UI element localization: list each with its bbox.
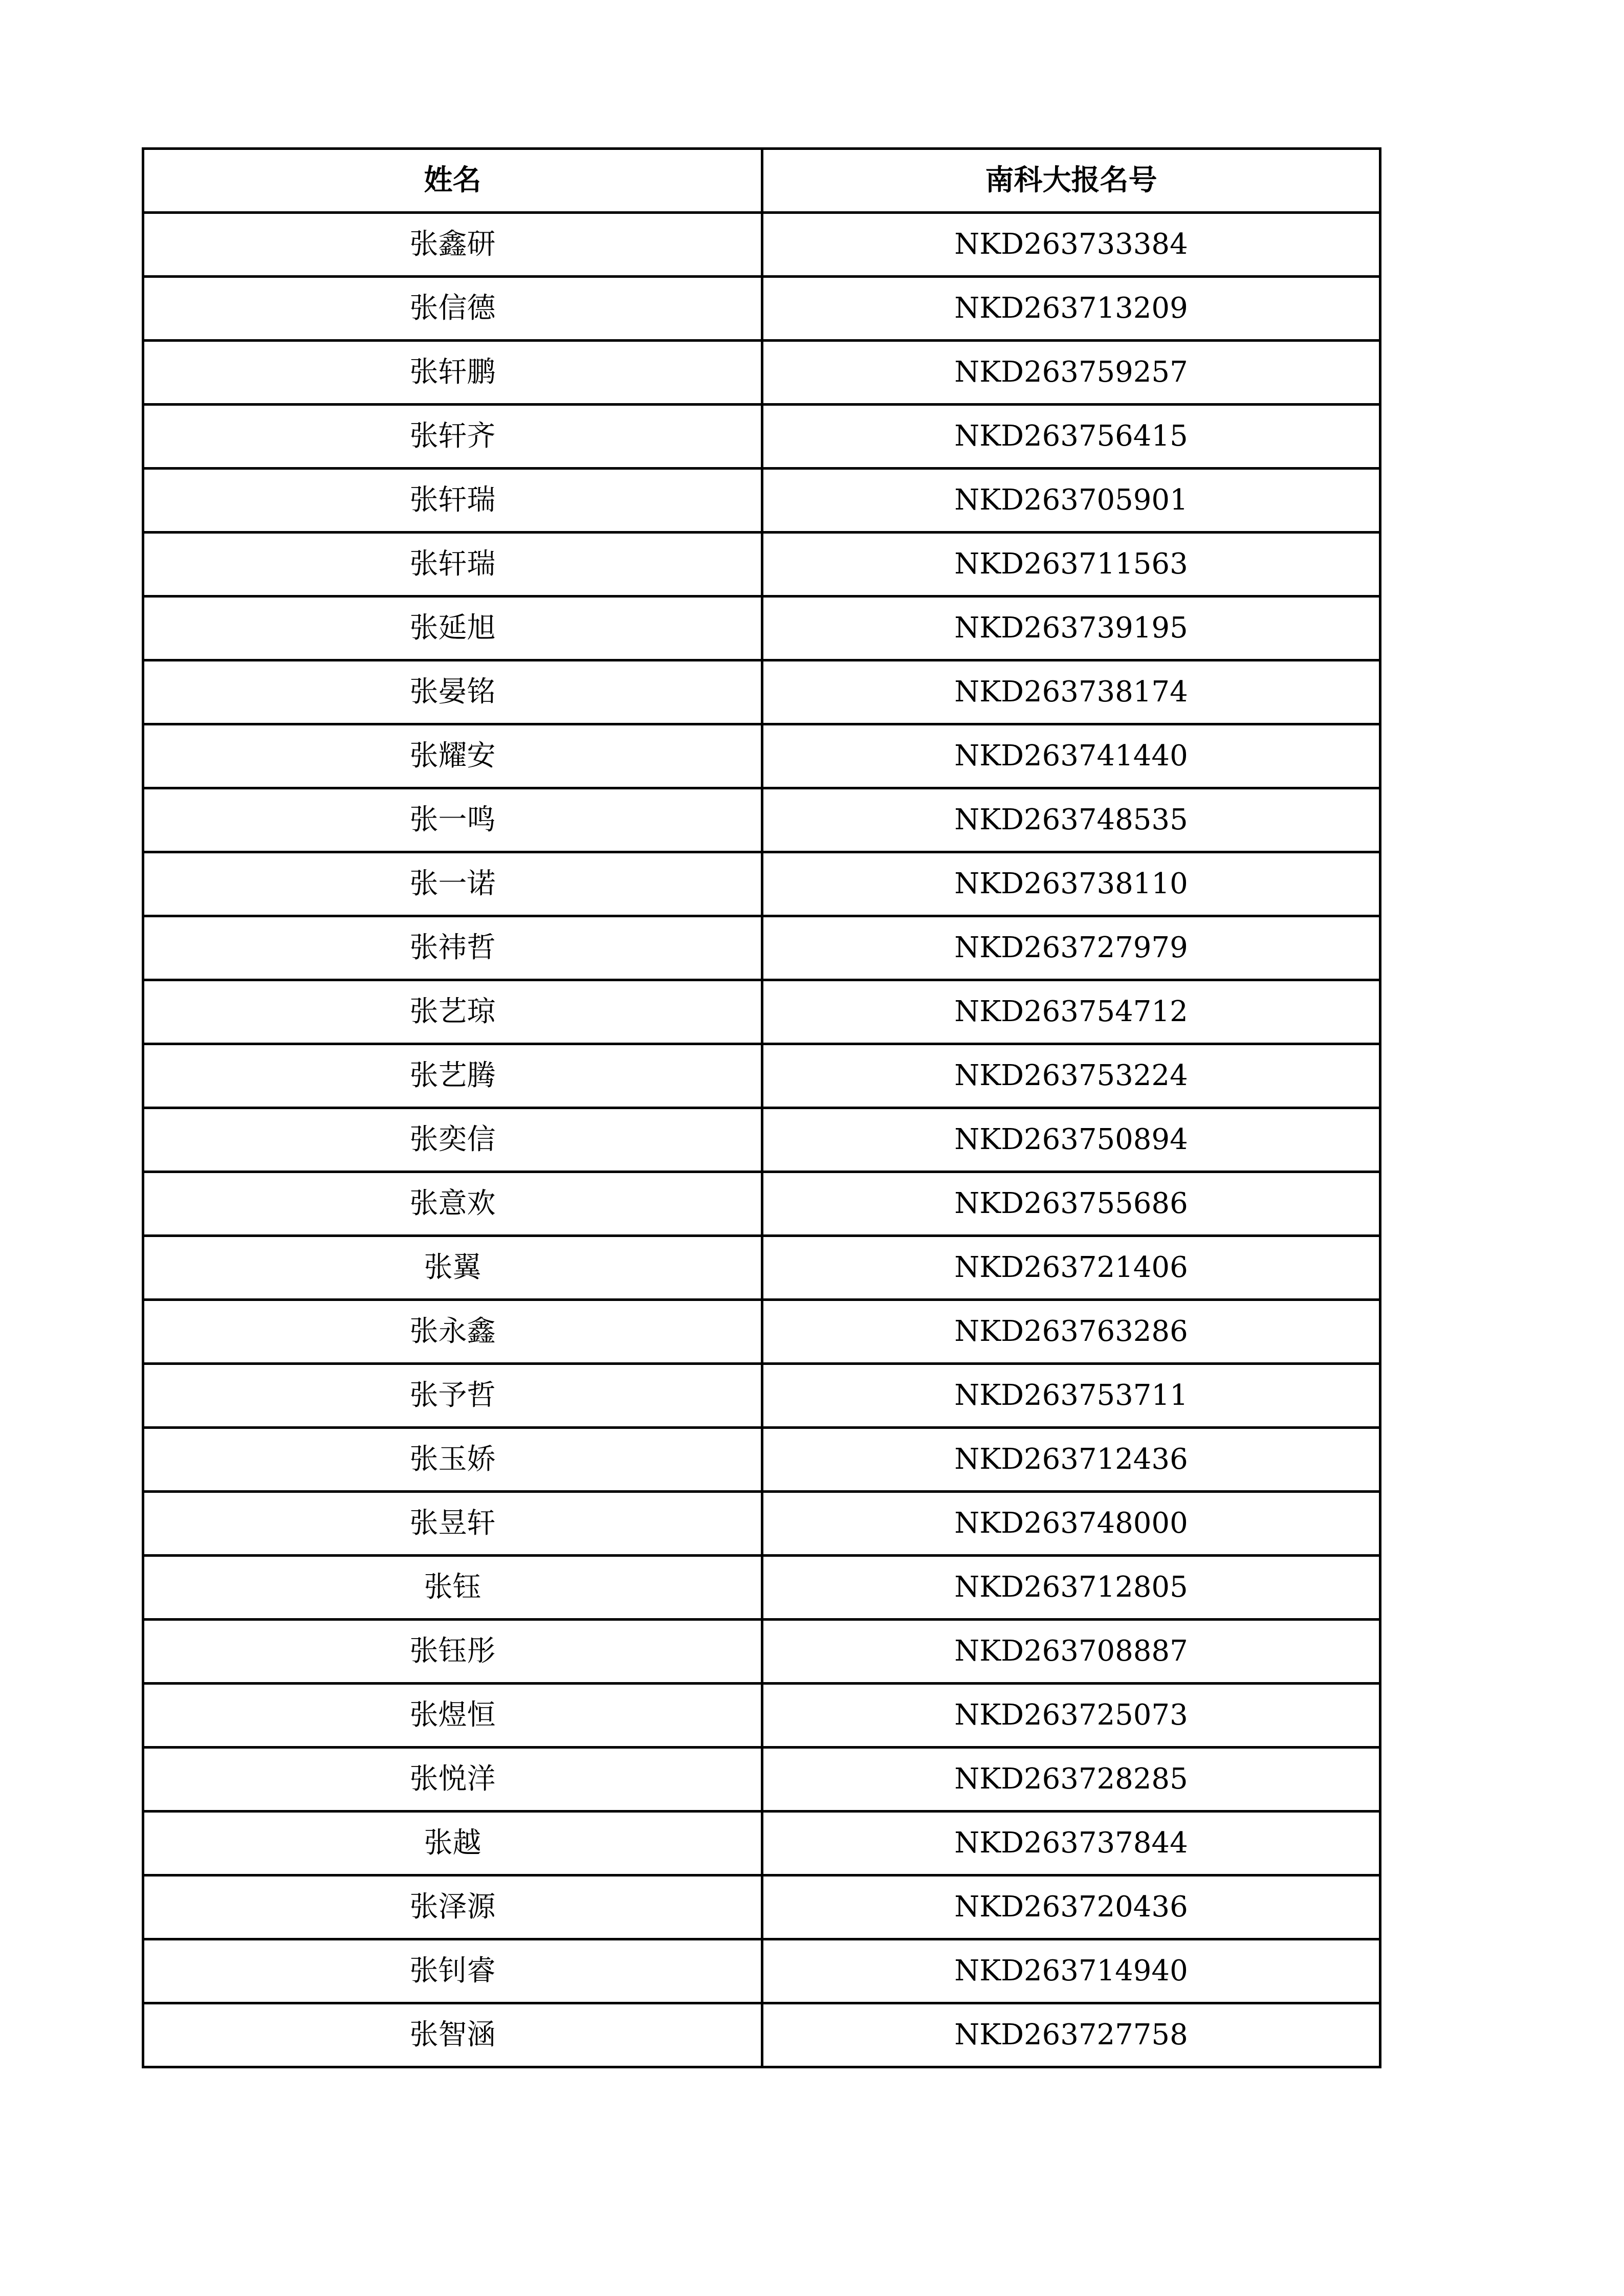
name-cell: 张轩鹏 bbox=[143, 341, 762, 405]
name-cell: 张一诺 bbox=[143, 852, 762, 916]
name-cell: 张艺腾 bbox=[143, 1044, 762, 1108]
registration-number-cell: NKD263727758 bbox=[762, 2003, 1380, 2067]
registration-number-cell: NKD263705901 bbox=[762, 469, 1380, 533]
table-row bbox=[143, 1428, 1380, 1492]
registration-number-cell: NKD263727979 bbox=[762, 916, 1380, 980]
name-cell: 张晏铭 bbox=[143, 660, 762, 724]
table-row bbox=[143, 916, 1380, 980]
table-row bbox=[143, 1108, 1380, 1172]
table-row bbox=[143, 277, 1380, 341]
table-row bbox=[143, 469, 1380, 533]
name-cell: 张悦洋 bbox=[143, 1748, 762, 1812]
name-cell: 张一鸣 bbox=[143, 788, 762, 852]
name-cell: 张轩瑞 bbox=[143, 533, 762, 597]
table-row bbox=[143, 1939, 1380, 2003]
registration-number-cell: NKD263712436 bbox=[762, 1428, 1380, 1492]
table-row bbox=[143, 1620, 1380, 1684]
table-row bbox=[143, 213, 1380, 277]
registration-number-cell: NKD263739195 bbox=[762, 597, 1380, 660]
name-cell: 张玉娇 bbox=[143, 1428, 762, 1492]
registration-number-cell: NKD263725073 bbox=[762, 1684, 1380, 1748]
table-row bbox=[143, 597, 1380, 660]
table-row bbox=[143, 405, 1380, 469]
header-row bbox=[143, 149, 1380, 213]
table-row bbox=[143, 1300, 1380, 1364]
registration-number-cell: NKD263720436 bbox=[762, 1875, 1380, 1939]
registration-number-cell: NKD263759257 bbox=[762, 341, 1380, 405]
table-row bbox=[143, 788, 1380, 852]
registration-number-cell: NKD263721406 bbox=[762, 1236, 1380, 1300]
registration-number-cell: NKD263708887 bbox=[762, 1620, 1380, 1684]
name-cell: 张信德 bbox=[143, 277, 762, 341]
name-cell: 张耀安 bbox=[143, 724, 762, 788]
name-cell: 张永鑫 bbox=[143, 1300, 762, 1364]
registration-number-cell: NKD263738110 bbox=[762, 852, 1380, 916]
table-row bbox=[143, 1684, 1380, 1748]
registration-number-cell: NKD263741440 bbox=[762, 724, 1380, 788]
name-cell: 张煜恒 bbox=[143, 1684, 762, 1748]
registration-number-cell: NKD263755686 bbox=[762, 1172, 1380, 1236]
name-cell: 张翼 bbox=[143, 1236, 762, 1300]
table-row bbox=[143, 1875, 1380, 1939]
registration-number-cell: NKD263753224 bbox=[762, 1044, 1380, 1108]
name-cell: 张智涵 bbox=[143, 2003, 762, 2067]
name-cell: 张延旭 bbox=[143, 597, 762, 660]
column-header-registration-number: 南科大报名号 bbox=[762, 149, 1380, 213]
table-row bbox=[143, 724, 1380, 788]
registration-number-cell: NKD263754712 bbox=[762, 980, 1380, 1044]
registration-number-cell: NKD263756415 bbox=[762, 405, 1380, 469]
registration-number-cell: NKD263713209 bbox=[762, 277, 1380, 341]
table-row bbox=[143, 1364, 1380, 1428]
name-cell: 张昱轩 bbox=[143, 1492, 762, 1556]
registration-number-cell: NKD263763286 bbox=[762, 1300, 1380, 1364]
name-cell: 张艺琼 bbox=[143, 980, 762, 1044]
table-row bbox=[143, 1492, 1380, 1556]
name-cell: 张钰彤 bbox=[143, 1620, 762, 1684]
name-cell: 张意欢 bbox=[143, 1172, 762, 1236]
registration-number-cell: NKD263748000 bbox=[762, 1492, 1380, 1556]
table-row bbox=[143, 1044, 1380, 1108]
registration-number-cell: NKD263738174 bbox=[762, 660, 1380, 724]
registration-number-cell: NKD263733384 bbox=[762, 213, 1380, 277]
table-row bbox=[143, 1172, 1380, 1236]
name-cell: 张钰 bbox=[143, 1556, 762, 1620]
name-cell: 张奕信 bbox=[143, 1108, 762, 1172]
table-row bbox=[143, 1748, 1380, 1812]
name-cell: 张鑫研 bbox=[143, 213, 762, 277]
registration-number-cell: NKD263753711 bbox=[762, 1364, 1380, 1428]
name-cell: 张轩瑞 bbox=[143, 469, 762, 533]
name-cell: 张祎哲 bbox=[143, 916, 762, 980]
table-header bbox=[143, 149, 1380, 213]
table-row bbox=[143, 1812, 1380, 1875]
table-row bbox=[143, 980, 1380, 1044]
registration-number-cell: NKD263714940 bbox=[762, 1939, 1380, 2003]
table-row bbox=[143, 1556, 1380, 1620]
registration-number-cell: NKD263748535 bbox=[762, 788, 1380, 852]
table-row bbox=[143, 852, 1380, 916]
column-header-name: 姓名 bbox=[143, 149, 762, 213]
table-body bbox=[143, 213, 1380, 2067]
registration-number-cell: NKD263750894 bbox=[762, 1108, 1380, 1172]
registration-table bbox=[142, 147, 1381, 2068]
name-cell: 张轩齐 bbox=[143, 405, 762, 469]
registration-number-cell: NKD263711563 bbox=[762, 533, 1380, 597]
name-cell: 张钊睿 bbox=[143, 1939, 762, 2003]
table-row bbox=[143, 341, 1380, 405]
name-cell: 张越 bbox=[143, 1812, 762, 1875]
name-cell: 张予哲 bbox=[143, 1364, 762, 1428]
table-row bbox=[143, 1236, 1380, 1300]
table-row bbox=[143, 660, 1380, 724]
registration-number-cell: NKD263712805 bbox=[762, 1556, 1380, 1620]
registration-number-cell: NKD263737844 bbox=[762, 1812, 1380, 1875]
table-row bbox=[143, 2003, 1380, 2067]
table-row bbox=[143, 533, 1380, 597]
registration-number-cell: NKD263728285 bbox=[762, 1748, 1380, 1812]
name-cell: 张泽源 bbox=[143, 1875, 762, 1939]
